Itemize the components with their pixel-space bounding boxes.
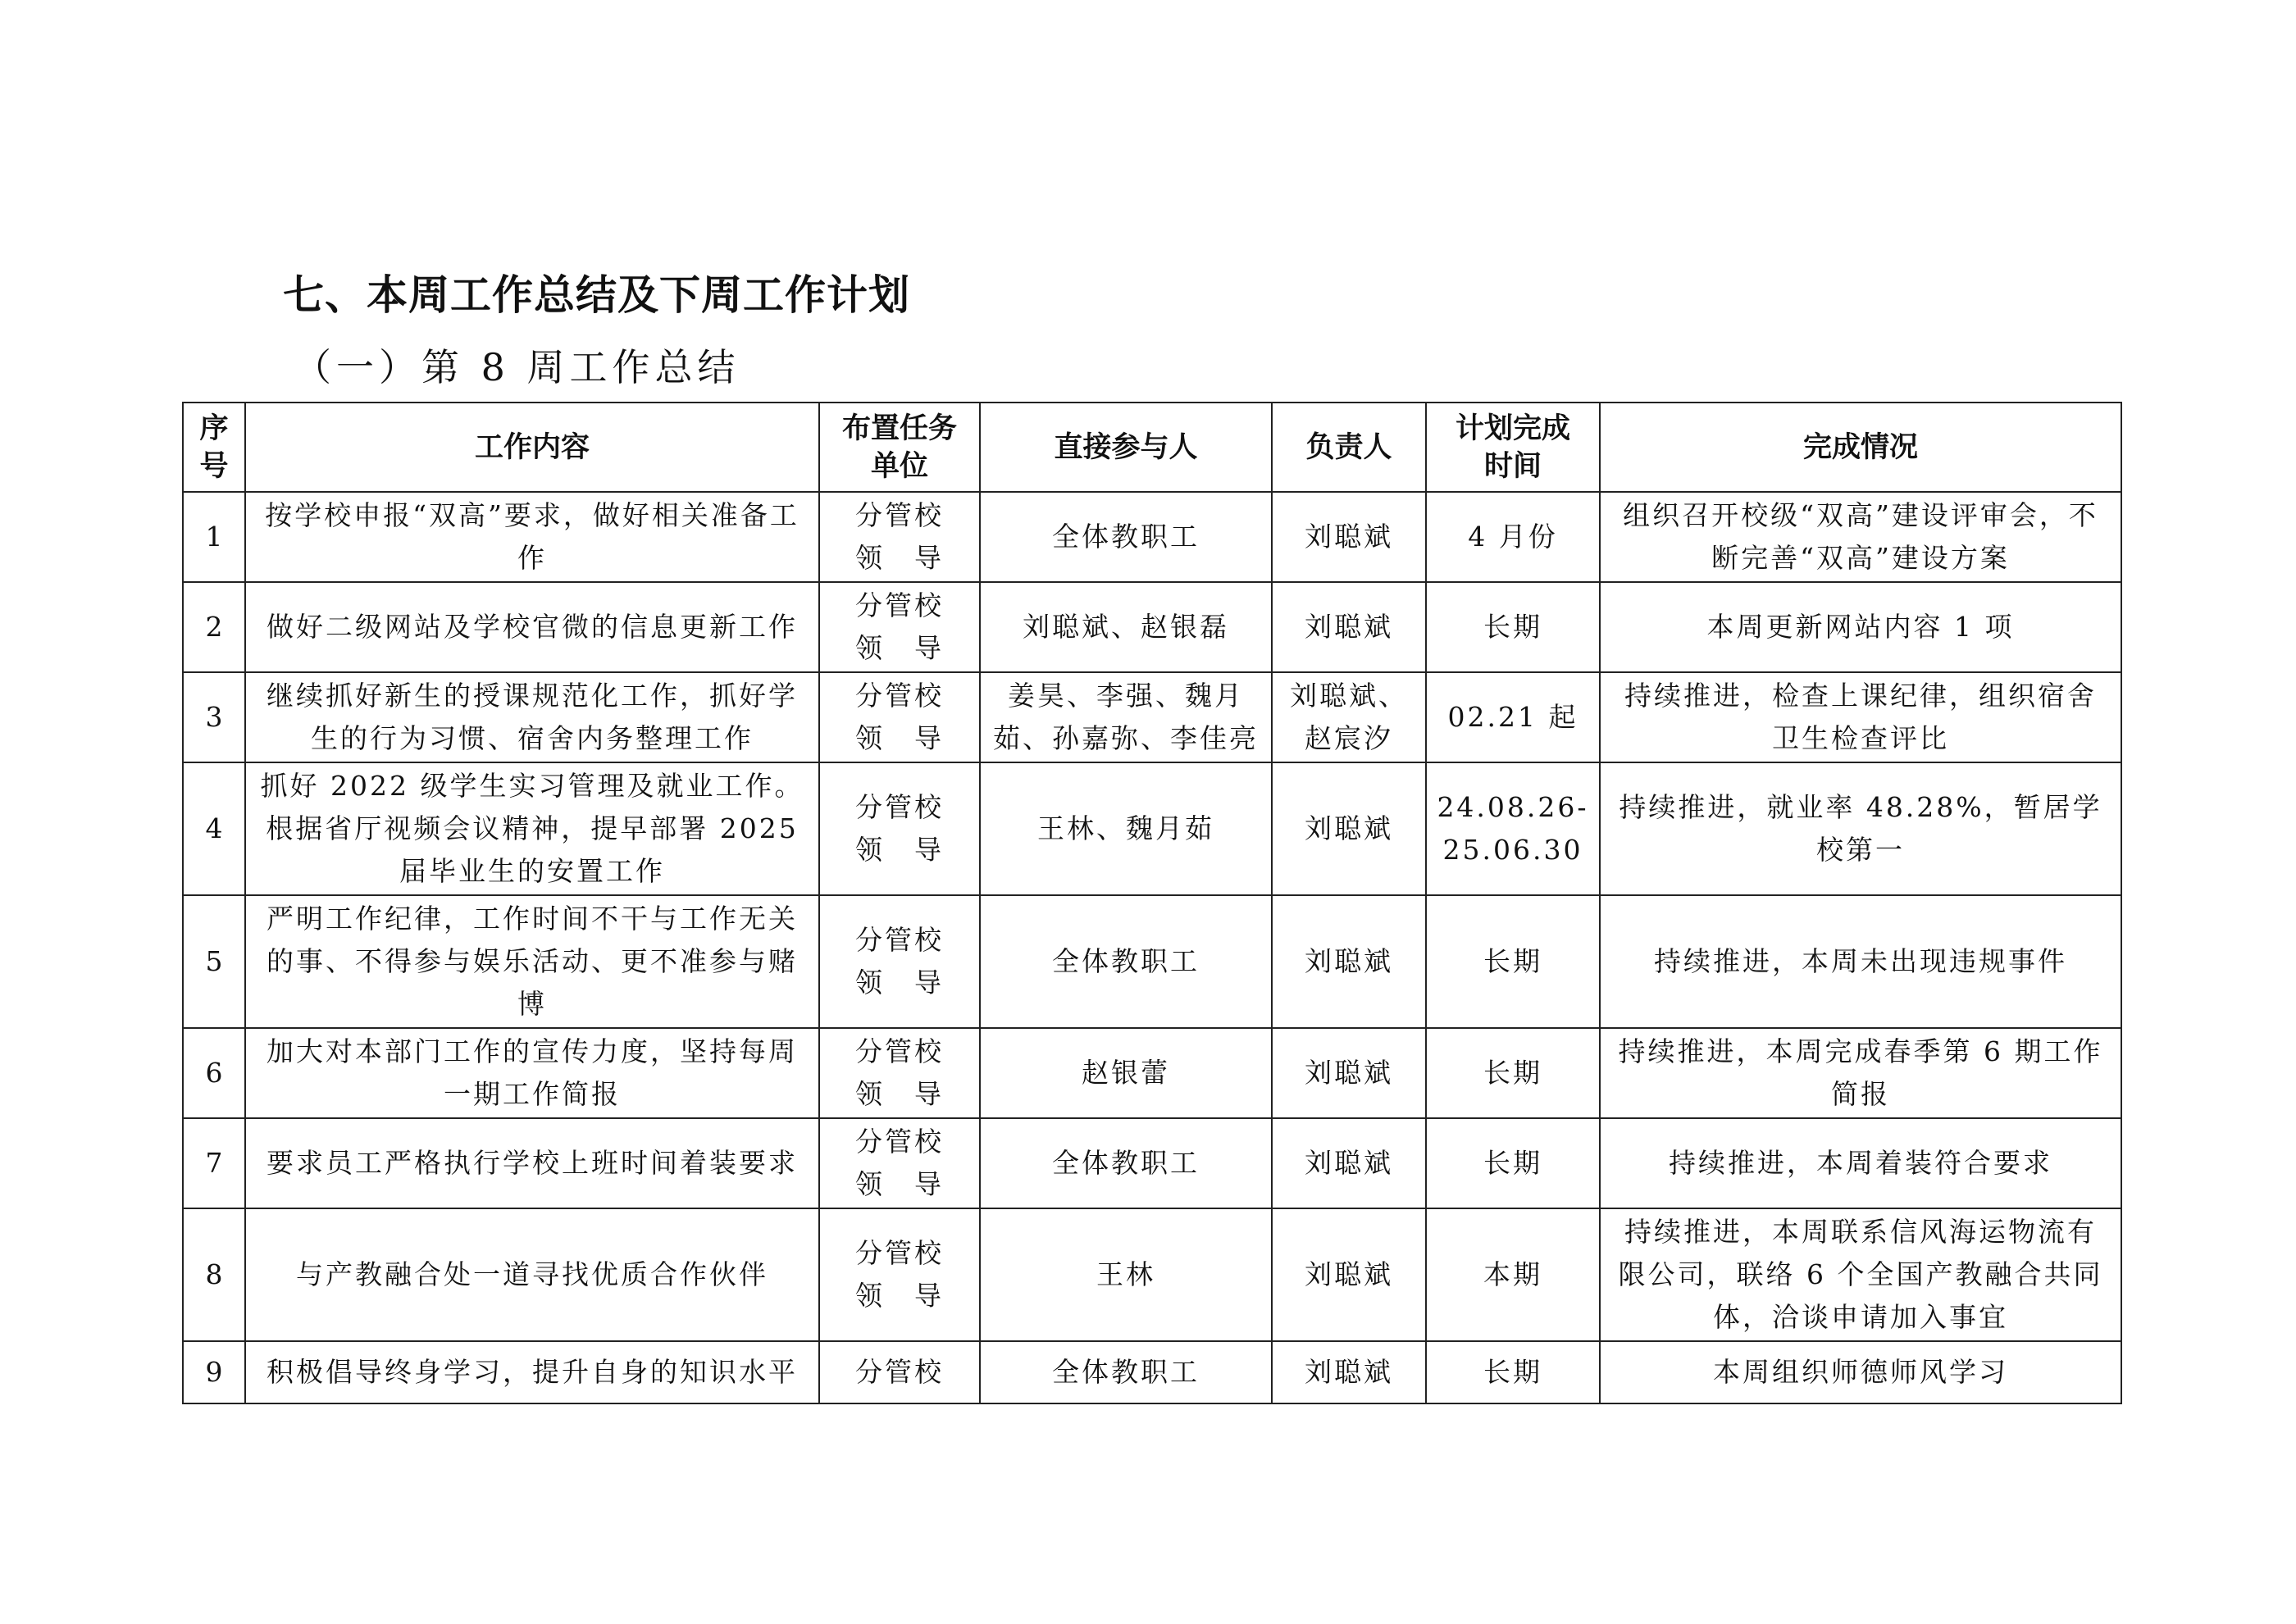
cell-no: 6 xyxy=(183,1028,245,1118)
table-row xyxy=(183,1028,2121,1118)
cell-content: 与产教融合处一道寻找优质合作伙伴 xyxy=(245,1208,819,1341)
cell-unit xyxy=(819,1208,980,1341)
cell-participants: 姜昊、李强、魏月茹、孙嘉弥、李佳亮 xyxy=(980,672,1272,762)
table-header-row xyxy=(183,403,2121,492)
table-row xyxy=(183,1118,2121,1208)
table-row xyxy=(183,895,2121,1028)
cell-participants: 赵银蕾 xyxy=(980,1028,1272,1118)
cell-unit-line1: 分管校 xyxy=(855,924,944,956)
cell-content: 继续抓好新生的授课规范化工作，抓好学生的行为习惯、宿舍内务整理工作 xyxy=(245,672,819,762)
work-summary-table xyxy=(182,402,2122,1404)
cell-owner: 刘聪斌 xyxy=(1272,1208,1426,1341)
cell-participants: 刘聪斌、赵银磊 xyxy=(980,582,1272,672)
cell-owner: 刘聪斌 xyxy=(1272,1028,1426,1118)
cell-content: 积极倡导终身学习，提升自身的知识水平 xyxy=(245,1341,819,1403)
cell-participants: 王林 xyxy=(980,1208,1272,1341)
cell-unit xyxy=(819,895,980,1028)
cell-content: 要求员工严格执行学校上班时间着装要求 xyxy=(245,1118,819,1208)
cell-status: 本周组织师德师风学习 xyxy=(1600,1341,2121,1403)
cell-content: 加大对本部门工作的宣传力度，坚持每周一期工作简报 xyxy=(245,1028,819,1118)
cell-unit-line2: 领 导 xyxy=(855,542,944,574)
page-title: 七、本周工作总结及下周工作计划 xyxy=(283,271,910,319)
cell-no: 3 xyxy=(183,672,245,762)
cell-deadline: 长期 xyxy=(1426,1341,1600,1403)
cell-unit xyxy=(819,1118,980,1208)
header-participants: 直接参与人 xyxy=(980,403,1272,492)
cell-unit-line1: 分管校 xyxy=(855,1237,944,1269)
header-owner: 负责人 xyxy=(1272,403,1426,492)
cell-status: 持续推进，本周未出现违规事件 xyxy=(1600,895,2121,1028)
cell-deadline: 02.21 起 xyxy=(1426,672,1600,762)
cell-status: 本周更新网站内容 1 项 xyxy=(1600,582,2121,672)
cell-no: 9 xyxy=(183,1341,245,1403)
cell-deadline: 24.08.26-25.06.30 xyxy=(1426,762,1600,895)
table-row xyxy=(183,582,2121,672)
cell-status: 持续推进，本周完成春季第 6 期工作简报 xyxy=(1600,1028,2121,1118)
header-no: 序号 xyxy=(183,403,245,492)
cell-owner: 刘聪斌 xyxy=(1272,895,1426,1028)
cell-owner: 刘聪斌 xyxy=(1272,1341,1426,1403)
table-row xyxy=(183,762,2121,895)
cell-deadline: 长期 xyxy=(1426,895,1600,1028)
cell-owner: 刘聪斌 xyxy=(1272,762,1426,895)
cell-content: 严明工作纪律，工作时间不干与工作无关的事、不得参与娱乐活动、更不准参与赌博 xyxy=(245,895,819,1028)
header-status: 完成情况 xyxy=(1600,403,2121,492)
cell-owner: 刘聪斌 xyxy=(1272,492,1426,582)
cell-unit-line2: 领 导 xyxy=(855,967,944,999)
cell-owner: 刘聪斌 xyxy=(1272,582,1426,672)
cell-unit xyxy=(819,1028,980,1118)
cell-unit-line1: 分管校 xyxy=(855,499,944,531)
cell-status: 持续推进，检查上课纪律，组织宿舍卫生检查评比 xyxy=(1600,672,2121,762)
cell-content: 抓好 2022 级学生实习管理及就业工作。根据省厅视频会议精神，提早部署 2025 届毕业生的安置工作 xyxy=(245,762,819,895)
cell-unit-line2: 领 导 xyxy=(855,834,944,866)
cell-unit-line2: 领 导 xyxy=(855,632,944,664)
table-row xyxy=(183,1208,2121,1341)
cell-participants: 全体教职工 xyxy=(980,492,1272,582)
cell-no: 4 xyxy=(183,762,245,895)
cell-unit-line2: 领 导 xyxy=(855,1280,944,1312)
cell-no: 2 xyxy=(183,582,245,672)
header-unit: 布置任务单位 xyxy=(819,403,980,492)
cell-deadline: 长期 xyxy=(1426,1118,1600,1208)
header-deadline: 计划完成时间 xyxy=(1426,403,1600,492)
cell-content: 按学校申报“双高”要求，做好相关准备工作 xyxy=(245,492,819,582)
cell-no: 8 xyxy=(183,1208,245,1341)
header-content: 工作内容 xyxy=(245,403,819,492)
cell-owner: 刘聪斌 xyxy=(1272,1118,1426,1208)
cell-unit xyxy=(819,1341,980,1403)
cell-unit xyxy=(819,492,980,582)
cell-unit-line1: 分管校 xyxy=(855,680,944,712)
cell-no: 1 xyxy=(183,492,245,582)
cell-content: 做好二级网站及学校官微的信息更新工作 xyxy=(245,582,819,672)
cell-unit xyxy=(819,762,980,895)
cell-unit-line1: 分管校 xyxy=(855,1356,944,1388)
cell-deadline: 4 月份 xyxy=(1426,492,1600,582)
cell-status: 持续推进，本周着装符合要求 xyxy=(1600,1118,2121,1208)
cell-participants: 全体教职工 xyxy=(980,895,1272,1028)
table-row xyxy=(183,1341,2121,1403)
cell-status: 持续推进，就业率 48.28%，暂居学校第一 xyxy=(1600,762,2121,895)
cell-unit-line1: 分管校 xyxy=(855,791,944,823)
cell-status: 持续推进，本周联系信风海运物流有限公司，联络 6 个全国产教融合共同体，洽谈申请加入事宜 xyxy=(1600,1208,2121,1341)
cell-owner: 刘聪斌、赵宸汐 xyxy=(1272,672,1426,762)
cell-deadline: 长期 xyxy=(1426,582,1600,672)
cell-unit-line1: 分管校 xyxy=(855,589,944,621)
cell-no: 7 xyxy=(183,1118,245,1208)
section-title: （一）第 8 周工作总结 xyxy=(294,345,740,389)
cell-unit xyxy=(819,672,980,762)
table-row xyxy=(183,672,2121,762)
table-row xyxy=(183,492,2121,582)
cell-unit-line2: 领 导 xyxy=(855,1078,944,1110)
cell-unit-line1: 分管校 xyxy=(855,1035,944,1067)
cell-deadline: 长期 xyxy=(1426,1028,1600,1118)
cell-participants: 全体教职工 xyxy=(980,1118,1272,1208)
cell-unit-line1: 分管校 xyxy=(855,1126,944,1158)
cell-deadline: 本期 xyxy=(1426,1208,1600,1341)
cell-unit-line2: 领 导 xyxy=(855,1168,944,1200)
cell-unit-line2: 领 导 xyxy=(855,722,944,754)
cell-unit xyxy=(819,582,980,672)
cell-participants: 全体教职工 xyxy=(980,1341,1272,1403)
cell-participants: 王林、魏月茹 xyxy=(980,762,1272,895)
cell-no: 5 xyxy=(183,895,245,1028)
cell-status: 组织召开校级“双高”建设评审会，不断完善“双高”建设方案 xyxy=(1600,492,2121,582)
